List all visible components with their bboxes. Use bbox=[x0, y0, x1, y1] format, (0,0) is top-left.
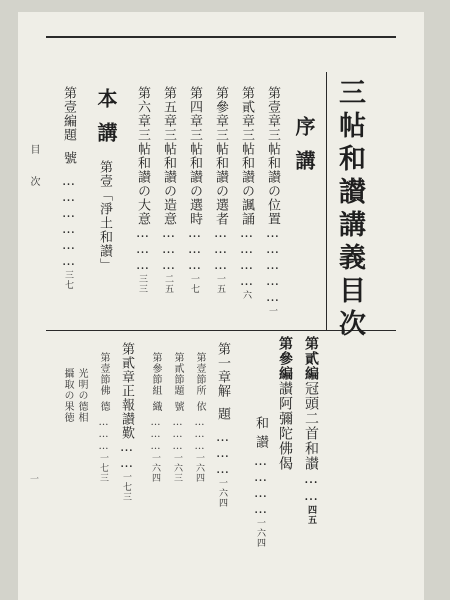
page-number: 三七 bbox=[63, 270, 73, 290]
leader-dots: ……… bbox=[187, 226, 202, 274]
part-number: 第參編 bbox=[277, 336, 293, 381]
subsection-title: 攝取の果徳 bbox=[62, 368, 73, 423]
chapter-number: 第五章 bbox=[161, 86, 176, 128]
leader-dots: ………… bbox=[253, 454, 268, 518]
chapter-number: 第一章 bbox=[215, 342, 230, 384]
page-number: 一六四 bbox=[217, 478, 227, 508]
top-rule bbox=[46, 36, 396, 38]
book-page bbox=[18, 12, 424, 600]
leader-dots: …… bbox=[303, 471, 319, 505]
toc-entry bbox=[62, 86, 75, 290]
toc-entry bbox=[304, 336, 318, 525]
toc-entry bbox=[254, 416, 267, 548]
page-number: 二五 bbox=[163, 274, 173, 294]
chapter-number: 第貳章 bbox=[119, 342, 134, 384]
part-number: 第貳編 bbox=[303, 336, 319, 381]
toc-entry bbox=[162, 86, 175, 294]
part-title-cont: 和讃 bbox=[253, 416, 268, 454]
chapter-title: 解題 bbox=[215, 384, 230, 430]
toc-section bbox=[150, 352, 160, 483]
toc-entry bbox=[120, 342, 133, 502]
chapter-title: 三帖和讃の選時 bbox=[187, 128, 202, 226]
toc-entry bbox=[240, 86, 253, 300]
toc-subsection bbox=[76, 368, 86, 423]
leader-dots: ……… bbox=[213, 226, 228, 274]
page-number: 一六四 bbox=[255, 518, 265, 548]
leader-dots: ……… bbox=[161, 226, 176, 274]
toc-subsection bbox=[62, 368, 72, 423]
chapter-number: 第四章 bbox=[187, 86, 202, 128]
page-number: 一五 bbox=[215, 274, 225, 294]
chapter-title: 正報讃歎 bbox=[119, 384, 134, 440]
toc-entry bbox=[136, 86, 149, 294]
part-title: 冠頭二首和讃 bbox=[303, 381, 319, 471]
section-title: 佛德 bbox=[98, 385, 109, 417]
subsection-title: 光明の德相 bbox=[76, 368, 87, 423]
section-prelude: 序講 bbox=[292, 116, 316, 184]
section-title: 組織 bbox=[150, 385, 161, 417]
page-number: 一六四 bbox=[194, 453, 204, 483]
page-number: 一七 bbox=[189, 274, 199, 294]
page-number: 六 bbox=[241, 290, 251, 300]
chapter-number: 第參章 bbox=[213, 86, 228, 128]
page-number: 一六三 bbox=[172, 453, 182, 483]
chapter-title: 三帖和讃の位置 bbox=[265, 128, 280, 226]
section-title: 所依 bbox=[194, 385, 205, 417]
leader-dots: ……………… bbox=[61, 174, 76, 270]
section-number: 第壹節 bbox=[98, 352, 109, 385]
title-rule bbox=[326, 72, 327, 330]
toc-entry bbox=[214, 86, 227, 294]
page-number: 一 bbox=[267, 306, 277, 316]
chapter-title: 三帖和讃の大意 bbox=[135, 128, 150, 226]
leader-dots: ……… bbox=[135, 226, 150, 274]
page-number: 四五 bbox=[306, 505, 316, 525]
section-main: 本講 bbox=[94, 88, 118, 156]
toc-entry bbox=[278, 336, 292, 471]
page-number: 一七三 bbox=[98, 453, 108, 483]
chapter-title: 三帖和讃の諷誦 bbox=[239, 128, 254, 226]
chapter-title: 三帖和讃の選者 bbox=[213, 128, 228, 226]
part-number: 第壹編 bbox=[61, 86, 76, 128]
page-title: 三帖和讃講義目次 bbox=[334, 78, 365, 342]
main-subtitle: 第壹「淨土和讃」 bbox=[97, 160, 112, 272]
section-number: 第壹節 bbox=[194, 352, 205, 385]
page-margin-mark: 一 bbox=[30, 475, 40, 485]
leader-dots: ……… bbox=[98, 417, 109, 453]
chapter-number: 第壹章 bbox=[265, 86, 280, 128]
toc-section bbox=[172, 352, 182, 483]
toc-section bbox=[194, 352, 204, 483]
leader-dots: ……… bbox=[194, 417, 205, 453]
leader-dots: ……… bbox=[215, 430, 230, 478]
part-title: 題號 bbox=[61, 128, 76, 174]
toc-section bbox=[98, 352, 108, 483]
toc-entry bbox=[216, 342, 229, 508]
section-number: 第參節 bbox=[150, 352, 161, 385]
chapter-title: 三帖和讃の造意 bbox=[161, 128, 176, 226]
page-number: 一六四 bbox=[150, 453, 160, 483]
leader-dots: …… bbox=[119, 440, 134, 472]
toc-entry bbox=[266, 86, 279, 316]
section-number: 第貳節 bbox=[172, 352, 183, 385]
part-title: 讃阿彌陀佛偈 bbox=[277, 381, 293, 471]
chapter-number: 第六章 bbox=[135, 86, 150, 128]
page-number: 一七三 bbox=[121, 472, 131, 502]
running-label: 目次 bbox=[28, 144, 39, 208]
toc-entry bbox=[188, 86, 201, 294]
chapter-number: 第貳章 bbox=[239, 86, 254, 128]
leader-dots: ………… bbox=[239, 226, 254, 290]
section-title: 題號 bbox=[172, 385, 183, 417]
leader-dots: …………… bbox=[265, 226, 280, 306]
page-number: 三三 bbox=[137, 274, 147, 294]
leader-dots: ……… bbox=[172, 417, 183, 453]
leader-dots: ……… bbox=[150, 417, 161, 453]
